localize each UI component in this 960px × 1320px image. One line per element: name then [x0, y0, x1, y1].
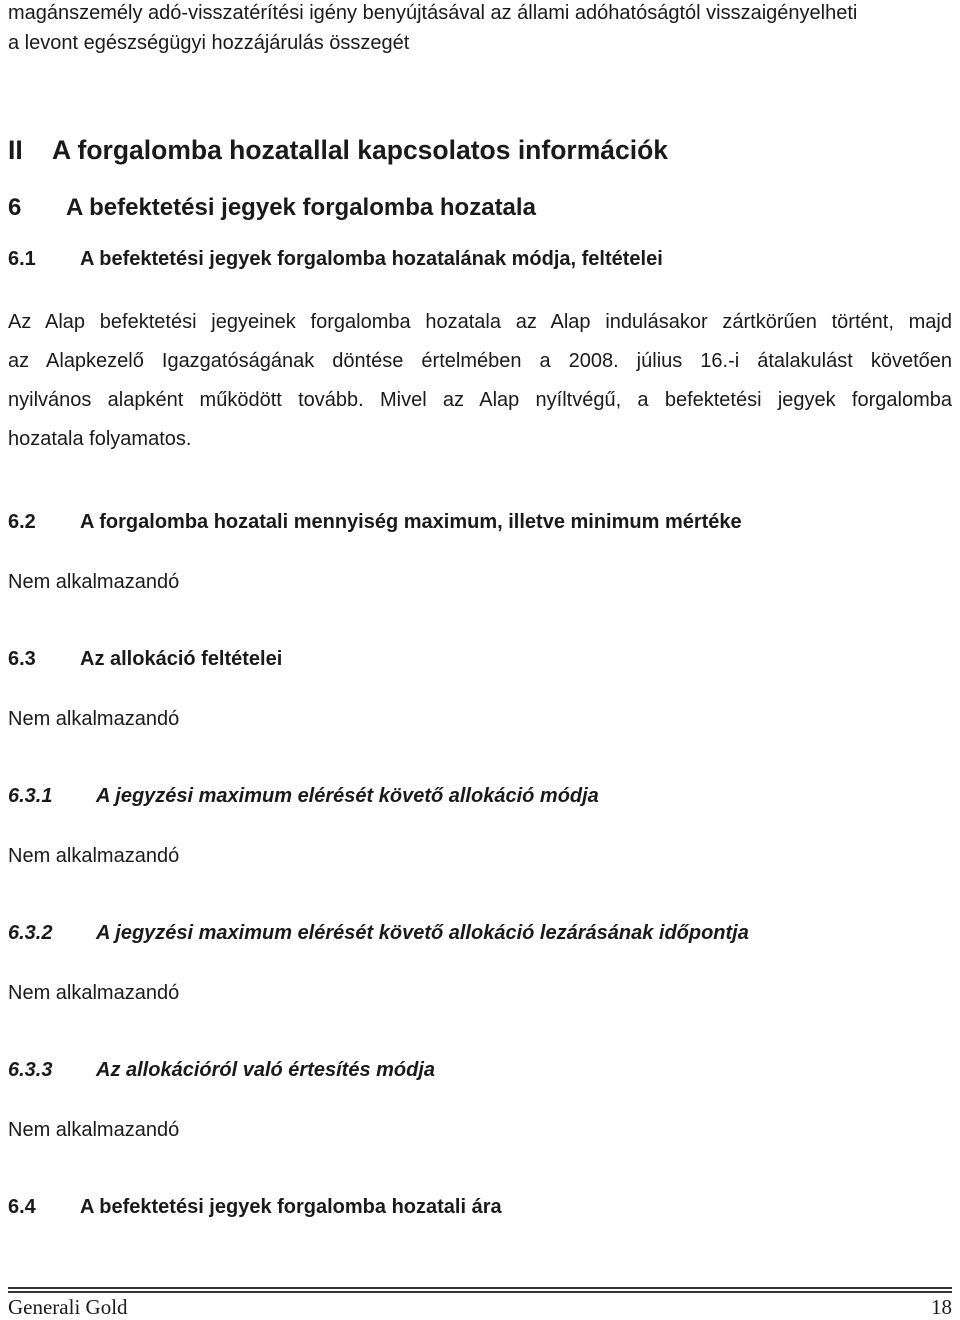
- body-line: nyilvános alapként működött tovább. Mivel az Alap nyíltvégű, a befektetési jegyek forgalomba: [8, 389, 952, 411]
- section-title: Az allokációról való értesítés módja: [96, 1059, 436, 1081]
- section-6-2-body: Nem alkalmazandó: [8, 571, 180, 593]
- footer-rule: [8, 1291, 952, 1293]
- intro-line: a levont egészségügyi hozzájárulás összegét: [8, 32, 410, 54]
- section-number: 6.1: [8, 248, 36, 270]
- footer-rule: [8, 1287, 952, 1289]
- section-title: A befektetési jegyek forgalomba hozatala: [66, 194, 536, 221]
- section-title: A jegyzési maximum elérését követő allokáció lezárásának időpontja: [96, 922, 749, 944]
- section-number: 6.3.1: [8, 785, 53, 807]
- section-number: 6.3.3: [8, 1059, 53, 1081]
- section-number: 6.2: [8, 511, 36, 533]
- section-6-3-3-body: Nem alkalmazandó: [8, 1119, 180, 1141]
- section-6-3-body: Nem alkalmazandó: [8, 708, 180, 730]
- section-title: A forgalomba hozatallal kapcsolatos információk: [52, 135, 669, 165]
- section-title: A befektetési jegyek forgalomba hozatali ára: [80, 1196, 502, 1218]
- section-title: A jegyzési maximum elérését követő allokáció módja: [96, 785, 599, 807]
- section-number: 6.4: [8, 1196, 36, 1218]
- footer-page-number: 18: [931, 1295, 952, 1319]
- section-6-3-2-body: Nem alkalmazandó: [8, 982, 180, 1004]
- section-number: 6: [8, 194, 22, 221]
- intro-paragraph: [8, 0, 952, 58]
- section-6-3-1-body: Nem alkalmazandó: [8, 845, 180, 867]
- footer-document-name: Generali Gold: [8, 1295, 128, 1319]
- section-6-1-body: [8, 303, 952, 459]
- section-number: 6.3.2: [8, 922, 53, 944]
- body-line: hozatala folyamatos.: [8, 428, 192, 450]
- section-number: 6.3: [8, 648, 36, 670]
- body-line: az Alapkezelő Igazgatóságának döntése értelmében a 2008. július 16.-i átalakulást követően: [8, 350, 952, 372]
- intro-line: magánszemély adó-visszatérítési igény benyújtásával az állami adóhatóságtól visszaigényelheti: [8, 2, 858, 24]
- section-number: II: [8, 135, 23, 165]
- section-title: Az allokáció feltételei: [80, 648, 283, 670]
- section-title: A befektetési jegyek forgalomba hozatalának módja, feltételei: [80, 248, 663, 270]
- body-line: Az Alap befektetési jegyeinek forgalomba hozatala az Alap indulásakor zártkörűen történt, majd: [8, 311, 952, 333]
- section-title: A forgalomba hozatali mennyiség maximum, illetve minimum mértéke: [80, 511, 742, 533]
